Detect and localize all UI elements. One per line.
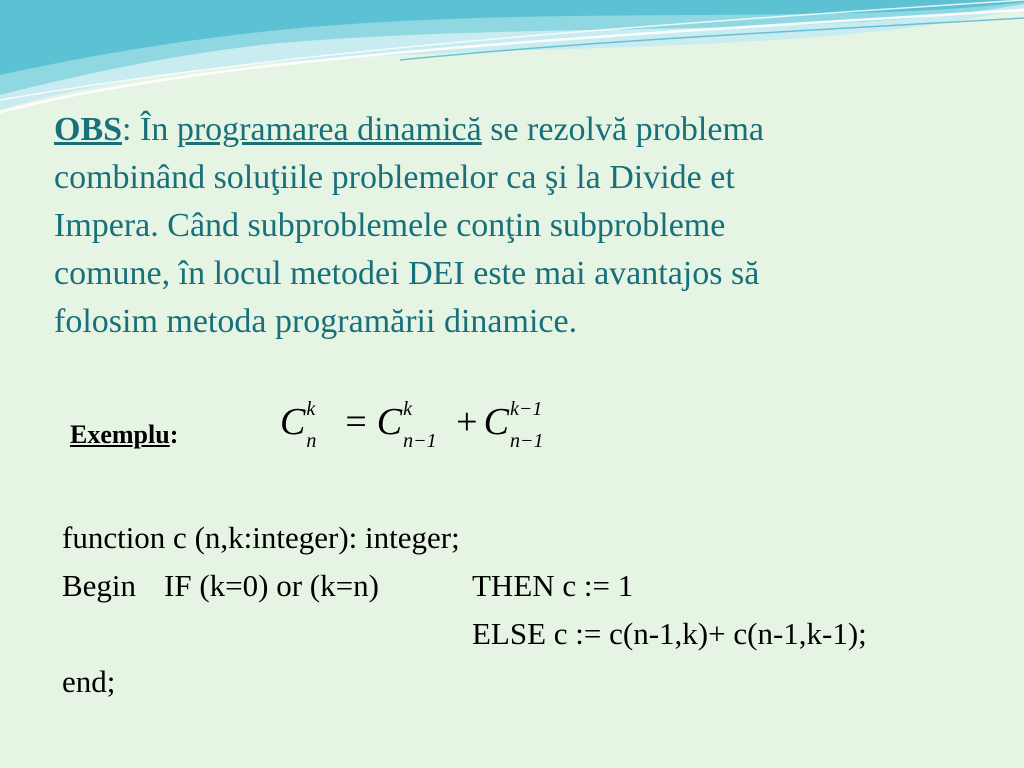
formula-term2-base: C <box>483 401 509 443</box>
obs-intro: : În <box>122 111 177 148</box>
code-begin: Begin <box>62 568 137 603</box>
code-if-condition: IF (k=0) or (k=n) <box>164 568 379 603</box>
formula-lhs <box>280 398 317 452</box>
formula-lhs-sup: k <box>306 398 316 420</box>
observation-paragraph <box>54 106 984 346</box>
obs-label: OBS <box>54 111 123 148</box>
example-label-text: Exemplu <box>70 420 170 449</box>
paragraph-line2: combinând soluţiile problemelor ca şi la Divide et <box>54 159 735 196</box>
formula-term1 <box>376 398 437 452</box>
paragraph-line3: Impera. Când subproblemele conţin subprobleme <box>54 207 726 244</box>
formula-lhs-base: C <box>280 401 306 443</box>
code-else-branch: ELSE c := c(n-1,k)+ c(n-1,k-1); <box>472 616 867 651</box>
code-block <box>62 514 962 714</box>
formula-equals: = <box>345 401 367 443</box>
paragraph-line1-rest: se rezolvă problema <box>481 111 764 148</box>
example-label-colon: : <box>169 420 179 449</box>
paragraph-line5: folosim metoda programării dinamice. <box>54 303 578 340</box>
formula-term2-sub: n−1 <box>509 430 544 452</box>
dynamic-programming-link[interactable]: programarea dinamică <box>176 111 482 148</box>
code-then-branch: THEN c := 1 <box>472 568 634 603</box>
formula-term1-sub: n−1 <box>403 430 437 452</box>
formula-term2-sup: k−1 <box>509 398 543 420</box>
code-end: end; <box>62 664 116 699</box>
formula-term1-base: C <box>376 401 403 443</box>
paragraph-line4: comune, în locul metodei DEI este mai avantajos să <box>54 255 760 292</box>
formula-plus: + <box>456 401 478 443</box>
formula-lhs-sub: n <box>306 430 317 452</box>
formula-term2 <box>483 398 544 452</box>
example-label <box>70 420 178 450</box>
formula-term1-sup: k <box>403 398 413 420</box>
code-function-signature: function c (n,k:integer): integer; <box>62 520 460 555</box>
binomial-formula <box>280 398 544 470</box>
